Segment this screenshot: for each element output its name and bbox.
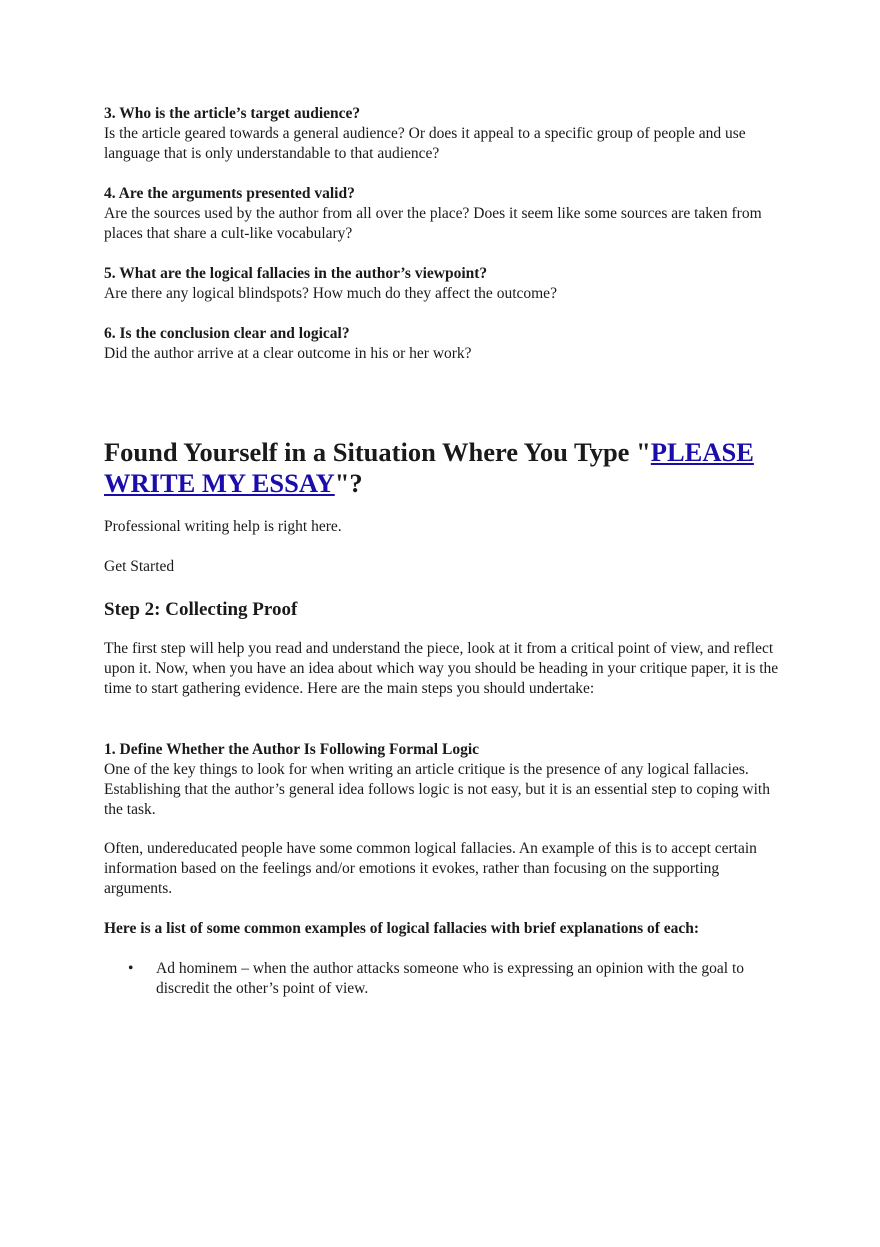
promo-heading xyxy=(104,437,784,499)
question-title: 3. Who is the article’s target audience? xyxy=(104,105,361,122)
question-text: Are there any logical blindspots? How much do they affect the outcome? xyxy=(104,285,557,302)
fallacies-list xyxy=(104,959,784,999)
formal-logic-title: 1. Define Whether the Author Is Following Formal Logic xyxy=(104,741,480,758)
bullet-icon: • xyxy=(128,960,134,977)
formal-logic-text: One of the key things to look for when writing an article critique is the presence of any logical fallacies. Establishing that the author’s general idea follows logic is not easy, but it is an essential step to coping with the task. xyxy=(104,761,770,818)
step2-intro: The first step will help you read and understand the piece, look at it from a critical point of view, and reflect upon it. Now, when you have an idea about which way you should be heading in your critique paper, it is the time to start gathering evidence. Here are the main steps you should undertake: xyxy=(104,640,779,697)
question-text: Is the article geared towards a general audience? Or does it appeal to a specific group of people and use language that is only understandable to that audience? xyxy=(104,125,746,162)
question-title: 5. What are the logical fallacies in the author’s viewpoint? xyxy=(104,265,488,282)
question-block-3 xyxy=(104,104,784,164)
question-text: Are the sources used by the author from all over the place? Does it seem like some sources are taken from places that share a cult-like vocabulary? xyxy=(104,205,762,242)
question-block-4 xyxy=(104,184,784,244)
formal-logic-section xyxy=(104,740,784,820)
promo-heading-before: Found Yourself in a Situation Where You Type " xyxy=(104,437,651,467)
fallacies-list-heading: Here is a list of some common examples of logical fallacies with brief explanations of each: xyxy=(104,920,700,937)
step2-heading: Step 2: Collecting Proof xyxy=(104,599,298,620)
list-item-text: Ad hominem – when the author attacks someone who is expressing an opinion with the goal to discredit the other’s point of view. xyxy=(156,960,745,997)
promo-subtext: Professional writing help is right here. xyxy=(104,518,342,535)
promo-heading-after: "? xyxy=(334,468,363,498)
get-started-link[interactable]: Get Started xyxy=(104,558,175,575)
question-title: 4. Are the arguments presented valid? xyxy=(104,185,355,202)
document-page xyxy=(104,104,784,997)
question-block-5 xyxy=(104,264,784,304)
question-text: Did the author arrive at a clear outcome in his or her work? xyxy=(104,345,472,362)
question-block-6 xyxy=(104,324,784,364)
question-title: 6. Is the conclusion clear and logical? xyxy=(104,325,350,342)
fallacies-paragraph: Often, undereducated people have some common logical fallacies. An example of this is to accept certain information based on the feelings and/or emotions it evokes, rather than focusing on the supporting arguments. xyxy=(104,840,757,897)
write-my-essay-link[interactable]: PLEASE WRITE MY ESSAY xyxy=(104,437,754,498)
list-item xyxy=(104,959,784,999)
